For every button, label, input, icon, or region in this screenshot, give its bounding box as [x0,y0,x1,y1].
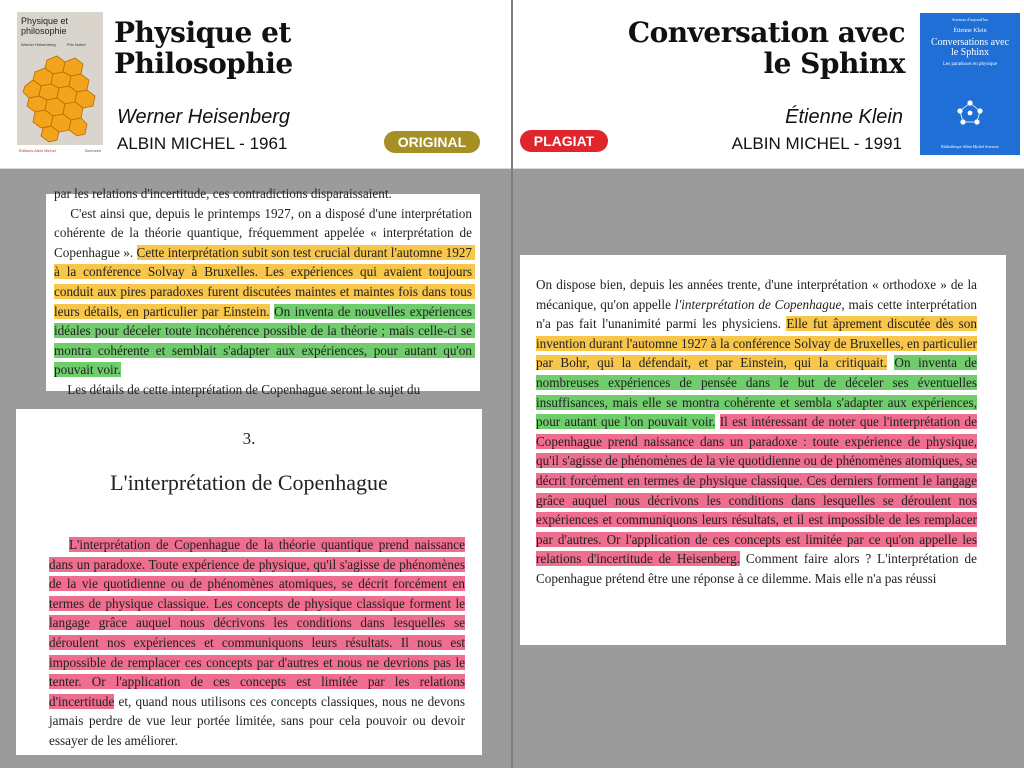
plagiat-badge: PLAGIAT [520,130,608,152]
cover-subtitle: Les paradoxes en physique [942,62,997,67]
original-excerpt-page-1 [46,186,480,397]
excerpt-next-paragraph: Les détails de cette interprétation de Copenhague seront le sujet du [54,381,421,397]
pink-highlight: L'interprétation de Copenhague de la théorie quantique prend naissance dans un paradoxe. Toute expérience de physique, qu'il s'agisse de phénomènes de la vie quotidienne ou de phénomènes atomiques, se décrit forcément en termes de physique classique. Les concepts de physique classique forment le langage grâce auquel nous décrivons les conditions dans lesquelles se déroulent nos expériences et communiquons leurs résultats. Il nous est impossible de remplacer ces concepts par d'autres et nous ne devrions pas le tenter. Or l'application de ces concepts est limitée par les relations d'incertitude [49,537,465,709]
left-title-line1: Physique et [114,16,291,49]
cover-honeycomb-illustration [17,52,103,147]
left-title-line2: Philosophie [114,47,293,80]
yellow-highlight: Elle fut âprement discutée dès son invention durant l'automne 1927 à la conférence Solvay de Bruxelles, en particulier par Bohr, qui la défendait, et par Einstein, qui la critiquait. [536,316,977,371]
pink-highlight: Il est intéressant de noter que l'interprétation de Copenhague prend naissance dans un paradoxe : toute expérience de physique, qu'il s'agisse de phénomènes de la vie quotidienne ou de phénomènes atomiques, se décrit forcément en termes de physique classique. Ces derniers forment le langage grâce auquel nous décrivons les conditions dans lesquelles se déroulent nos expériences et communiquons leurs résultats, et il est impossible de les remplacer par d'autres. Or l'application de ces concepts est limitée par ce qu'on appelle les relations d'incertitude de Heisenberg. [536,414,978,567]
cover-publisher: Éditions Albin Michel [19,148,56,153]
plain-text: On dispose bien, depuis les années trente, d'une interprétation « orthodoxe » de la mécanique, qu'on appelle [536,277,977,312]
cover-author: Étienne Klein [953,28,987,34]
plagiat-excerpt-page [520,255,1006,645]
left-book-cover [17,12,103,157]
left-book-title [114,17,293,79]
right-author: Étienne Klein [785,106,903,128]
chapter-number: 3. [242,429,256,448]
plain-text: Comment faire alors ? L'interprétation de Copenhague prétend être une réponse à ce dilemme. Mais elle n'a pas réussi [536,551,978,586]
cover-collab: Prix Nobel [67,42,86,47]
cover-molecule-illustration [954,99,986,127]
plagiat-paragraph [536,275,977,589]
green-highlight: On inventa de nombreuses expériences de pensée dans le but de déceler ses éventuelles insuffisances, mais elle se montra cohérente et sembla s'adapter aux expériences, pour autant que l'on pouvait voir. [536,355,977,430]
left-publisher: ALBIN MICHEL - 1961 [117,134,288,153]
cover-title: Conversations avec le Sphinx [930,37,1010,58]
right-title-line1: Conversation avec [627,16,905,49]
yellow-highlight: Cette interprétation subit son test crucial durant l'automne 1927 à la conférence Solvay à Bruxelles. Les expériences qui avaient toujours conduit aux pires paradoxes furent discutées maintes et maintes fois dans tous leurs détails, en particulier par Einstein. [54,244,476,319]
right-book-cover [920,13,1020,155]
cover-author: Werner Heisenberg [21,42,56,47]
chapter-paragraph [49,535,465,751]
plain-text: , mais cette interprétation n'a pas fait l'unanimité parmi les physiciens. [536,296,977,332]
excerpt-cut-line: par les relations d'incertitude, ces contradictions disparaissaient. [54,186,392,201]
right-publisher: ALBIN MICHEL - 1991 [731,134,902,153]
right-book-header [513,0,1024,169]
plain-text: C'est ainsi que, depuis le printemps 1927, on a disposé d'une interprétation cohérente de la théorie quantique, fréquemment appelée « interprétation de Copenhague ». [54,205,476,260]
left-book-header [0,0,511,169]
original-badge: ORIGINAL [384,131,480,153]
plain-text: et, quand nous utilisons ces concepts classiques, nous ne devons jamais perdre de vue leur portée limitée, sans pour cela pouvoir ou devoir essayer de les améliorer. [49,693,465,748]
right-title-line2: le Sphinx [763,47,905,80]
italic-text: l'interprétation de Copenhague [674,296,842,312]
cover-footer: Bibliothèque Albin Michel Sciences [941,144,999,149]
cover-series: Sciences d'aujourd'hui [952,17,988,22]
chapter-heading: L'interprétation de Copenhague [110,470,388,495]
right-book-title [628,17,905,79]
left-author: Werner Heisenberg [117,106,291,128]
original-excerpt-page-2 [16,409,482,755]
cover-collection: Sciences [84,148,101,153]
green-highlight: On inventa de nouvelles expériences idéales pour déceler toute incohérence possible de la théorie ; mais celle-ci se montra cohérente et semblait s'adapter aux expériences, pour autant qu'on pouvait voir. [54,303,476,378]
cover-title: Physique et philosophie [21,16,69,36]
excerpt-paragraph [54,204,476,380]
